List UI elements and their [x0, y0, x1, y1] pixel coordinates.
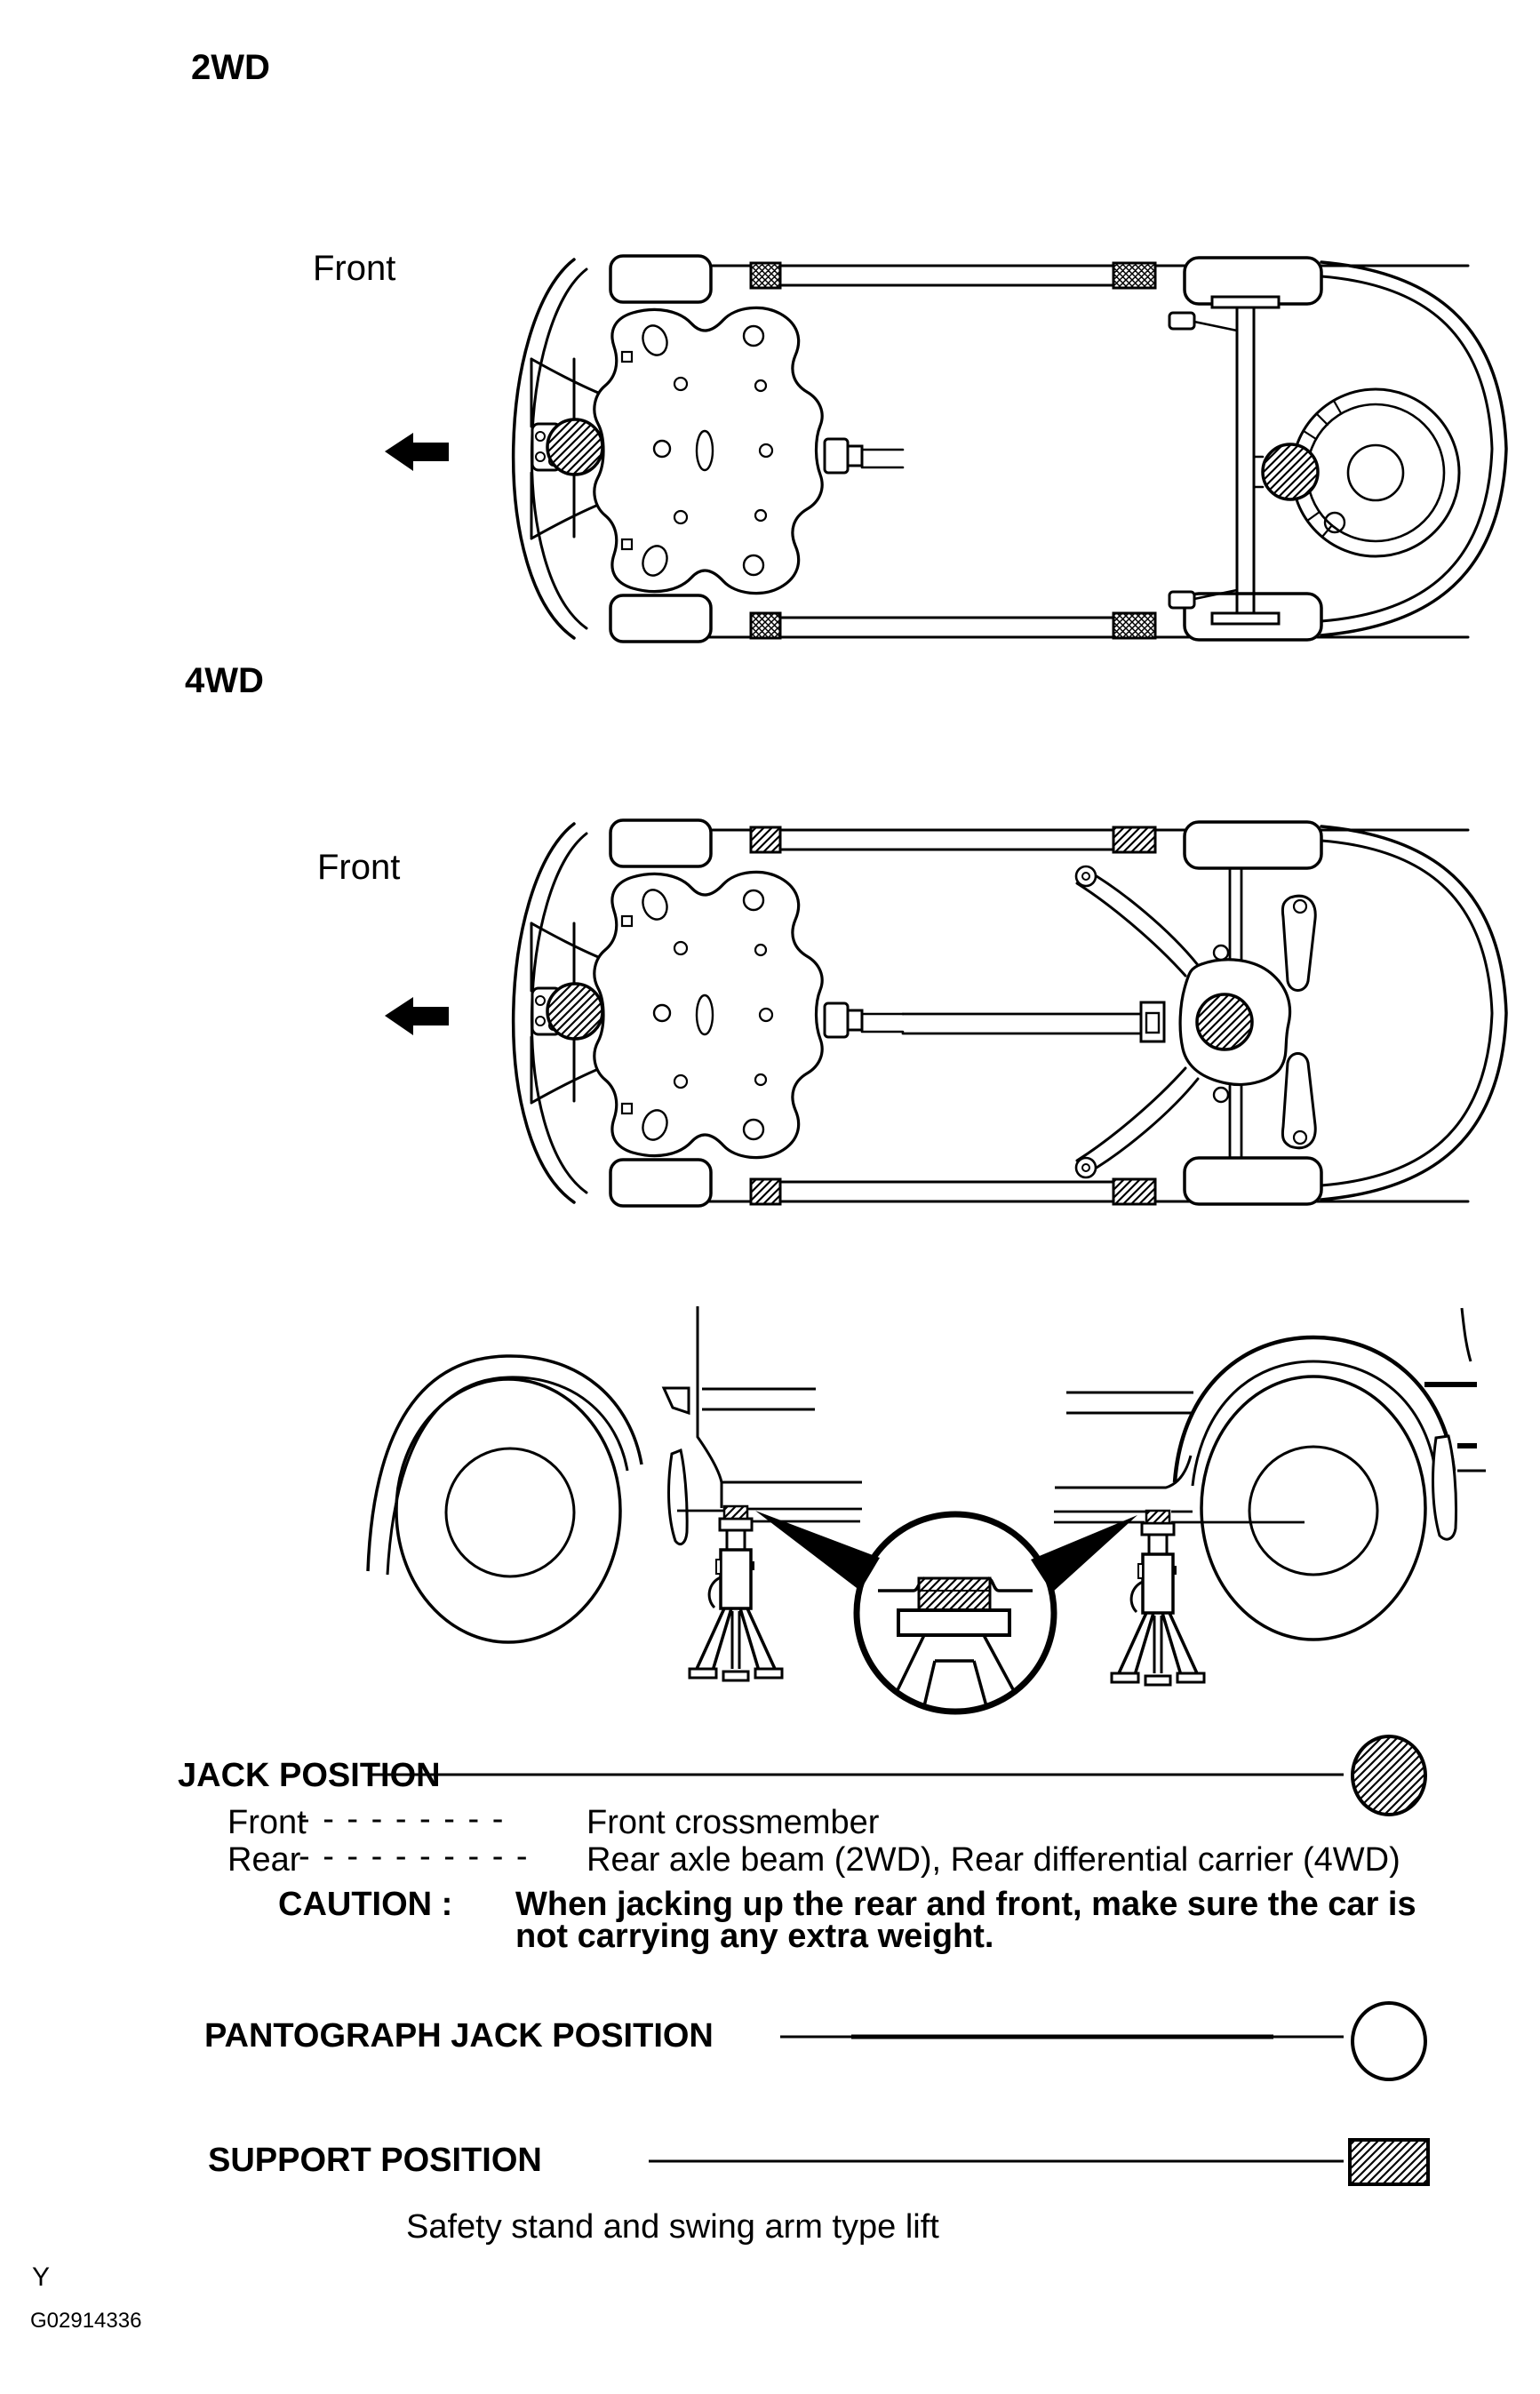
caution-line-1: When jacking up the rear and front, make sure the car is [515, 1886, 1416, 1923]
legend-graphics [369, 1736, 1428, 2184]
pinch-weld-support-icon [919, 1578, 990, 1610]
jack-stand-rear [1112, 1511, 1204, 1685]
pantograph-jack-position-icon [1352, 2003, 1425, 2079]
support-position-icon [1350, 2140, 1428, 2184]
jack-rear-term: Rear [227, 1841, 301, 1879]
support-position-marker-icon [1113, 1179, 1155, 1204]
front-label-4wd: Front [317, 848, 401, 887]
front-direction-arrow-icon [385, 433, 449, 471]
support-point-detail-magnifier [755, 1511, 1137, 1712]
jack-position-marker-icon [1197, 994, 1252, 1049]
figure-code: G02914336 [30, 2309, 142, 2333]
jack-position-icon [1352, 1736, 1425, 1815]
support-position-marker-icon [1113, 263, 1155, 288]
support-position-marker-icon [1113, 827, 1155, 852]
4wd-top-view-diagram [385, 820, 1506, 1206]
support-position-marker-icon [751, 827, 780, 852]
jack-front-description: Front crossmember [586, 1804, 880, 1841]
jack-position-heading: JACK POSITION [178, 1757, 441, 1794]
support-heading: SUPPORT POSITION [208, 2142, 542, 2179]
2wd-top-view-diagram [385, 256, 1506, 642]
jack-rear-dashes: - - - - - - - - - - [299, 1838, 530, 1875]
caution-label: CAUTION : [278, 1886, 453, 1923]
support-position-marker-icon [751, 263, 780, 288]
front-direction-arrow-icon [385, 997, 449, 1035]
support-position-marker-icon [751, 613, 780, 638]
jack-position-marker-icon [1263, 444, 1318, 499]
side-view-safety-stand-diagram [368, 1306, 1486, 1712]
support-position-marker-icon [751, 1179, 780, 1204]
pantograph-heading: PANTOGRAPH JACK POSITION [204, 2017, 714, 2055]
support-note: Safety stand and swing arm type lift [406, 2208, 939, 2246]
jack-front-term: Front [227, 1804, 307, 1841]
caution-line-2: not carrying any extra weight. [515, 1918, 994, 1955]
front-label-2wd: Front [313, 249, 396, 288]
jack-stand-front [690, 1506, 782, 1680]
revision-code: Y [32, 2262, 51, 2292]
support-position-marker-icon [1113, 613, 1155, 638]
section-label-4wd: 4WD [185, 661, 264, 700]
section-label-2wd: 2WD [191, 48, 270, 87]
jack-rear-description: Rear axle beam (2WD), Rear differential carrier (4WD) [586, 1841, 1400, 1879]
jack-front-dashes: - - - - - - - - - [299, 1800, 506, 1838]
